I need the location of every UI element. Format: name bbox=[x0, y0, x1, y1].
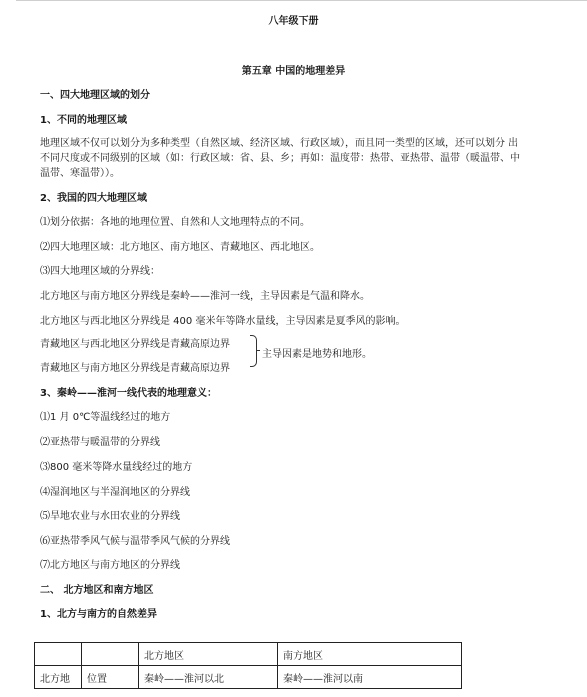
boundary-line-text: 青藏地区与西北地区分界线是青藏高原边界 bbox=[40, 339, 230, 350]
list-item: ⑵四大地理区域：北方地区、南方地区、青藏地区、西北地区。 bbox=[40, 242, 320, 253]
brace-note: 主导因素是地势和地形。 bbox=[262, 349, 372, 360]
list-item: ⑴划分依据：各地的地理位置、自然和人文地理特点的不同。 bbox=[40, 217, 310, 228]
list-item: ⑵亚热带与暖温带的分界线 bbox=[40, 437, 160, 448]
paragraph-line: 温带、寒温带））。 bbox=[40, 168, 120, 179]
chapter-title: 第五章 中国的地理差异 bbox=[241, 66, 346, 77]
table-cell bbox=[82, 643, 139, 666]
subsection-1-2-heading: 2、我国的四大地理区域 bbox=[40, 193, 147, 204]
list-item: ⑺北方地区与南方地区的分界线 bbox=[40, 560, 180, 571]
boundary-line-text: 北方地区与西北地区分界线是 400 毫米年等降水量线，主导因素是夏季风的影响。 bbox=[40, 316, 406, 327]
comparison-table bbox=[34, 642, 462, 689]
list-item: ⑶800 毫米等降水量线经过的地方 bbox=[40, 462, 193, 473]
list-item: ⑴1 月 0℃等温线经过的地方 bbox=[40, 412, 171, 423]
list-item: ⑶四大地理区域的分界线： bbox=[40, 266, 160, 277]
brace-symbol bbox=[250, 335, 257, 367]
table-header-cell: 北方地区 bbox=[139, 643, 278, 666]
paragraph-line: 地理区域不仅可以划分为多种类型（自然区域、经济区域、行政区域），而且同一类型的区域，还可以划分 出 bbox=[40, 138, 519, 149]
paragraph-line: 不同尺度或不同级别的区域（如：行政区域：省、县、乡；再如：温度带：热带、亚热带、温带（暖温带、中 bbox=[40, 153, 520, 164]
list-item: ⑹亚热带季风气候与温带季风气候的分界线 bbox=[40, 536, 230, 547]
section-2-heading: 二、 北方地区和南方地区 bbox=[40, 585, 154, 596]
subsection-1-3-heading: 3、秦岭——淮河一线代表的地理意义： bbox=[40, 388, 217, 399]
table-cell: 秦岭——淮河以北 bbox=[139, 666, 278, 689]
table-header-row bbox=[35, 643, 462, 666]
subsection-1-1-heading: 1、不同的地理区域 bbox=[40, 115, 127, 126]
section-1-heading: 一、四大地理区域的划分 bbox=[40, 90, 150, 101]
top-border-line bbox=[16, 0, 587, 1]
table-cell bbox=[35, 643, 82, 666]
boundary-line-text: 北方地区与南方地区分界线是秦岭——淮河一线，主导因素是气温和降水。 bbox=[40, 291, 370, 302]
grade-header: 八年级下册 bbox=[268, 16, 319, 27]
list-item: ⑸旱地农业与水田农业的分界线 bbox=[40, 511, 180, 522]
table-cell: 秦岭——淮河以南 bbox=[278, 666, 462, 689]
table-cell: 北方地 bbox=[35, 666, 82, 689]
table-cell: 位置 bbox=[82, 666, 139, 689]
table-row bbox=[35, 666, 462, 689]
table-header-cell: 南方地区 bbox=[278, 643, 462, 666]
list-item: ⑷湿润地区与半湿润地区的分界线 bbox=[40, 487, 190, 498]
boundary-line-text: 青藏地区与南方地区分界线是青藏高原边界 bbox=[40, 363, 230, 374]
brace-tip bbox=[256, 350, 260, 351]
subsection-2-1-heading: 1、北方与南方的自然差异 bbox=[40, 609, 157, 620]
